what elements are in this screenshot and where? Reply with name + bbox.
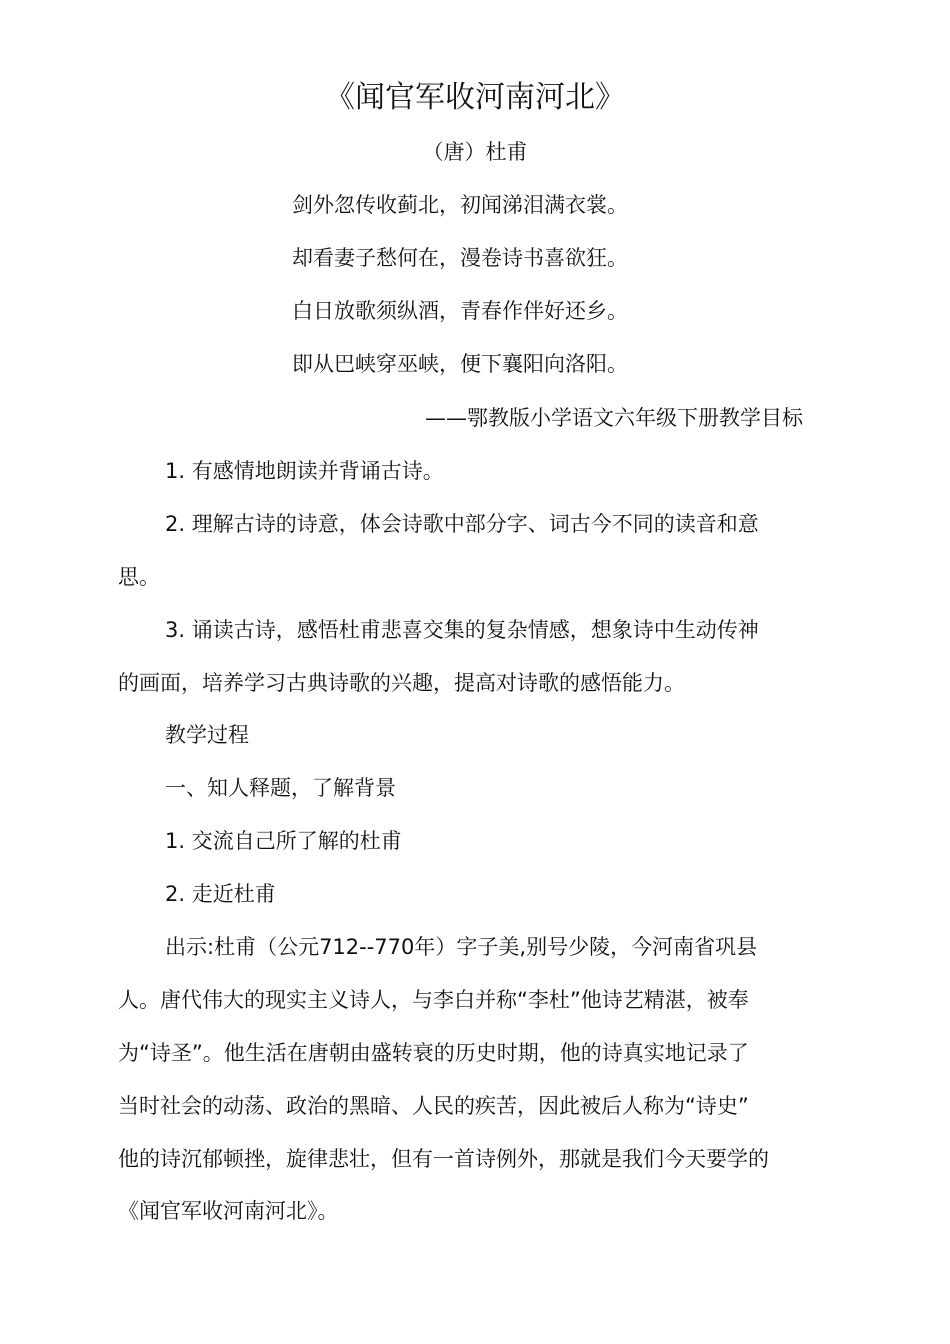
- goal-item-2-continued: 思。: [118, 565, 160, 589]
- poem-line: 即从巴峡穿巫峡，便下襄阳向洛阳。: [292, 352, 628, 376]
- document-title: 《闻官军收河南河北》: [325, 80, 625, 115]
- goal-item-2: 2. 理解古诗的诗意，体会诗歌中部分字、词古今不同的读音和意: [165, 512, 759, 536]
- section-heading: 一、知人释题，了解背景: [165, 776, 396, 800]
- step-item: 2. 走近杜甫: [165, 882, 276, 906]
- poem-author: （唐）杜甫: [422, 140, 528, 164]
- intro-paragraph-line: 为“诗圣”。他生活在唐朝由盛转衰的历史时期，他的诗真实地记录了: [118, 1041, 749, 1065]
- source-caption: ——鄂教版小学语文六年级下册教学目标: [425, 406, 803, 430]
- poem-line: 却看妻子愁何在，漫卷诗书喜欲狂。: [292, 246, 628, 270]
- intro-paragraph-line: 他的诗沉郁顿挫，旋律悲壮，但有一首诗例外，那就是我们今天要学的: [118, 1147, 769, 1171]
- goal-item-3-continued: 的画面，培养学习古典诗歌的兴趣，提高对诗歌的感悟能力。: [118, 671, 685, 695]
- intro-paragraph-line: 《闻官军收河南河北》。: [118, 1199, 339, 1223]
- intro-paragraph-line: 出示:杜甫（公元712--770年）字子美,别号少陵，今河南省巩县: [165, 935, 758, 959]
- poem-line: 剑外忽传收蓟北，初闻涕泪满衣裳。: [292, 193, 628, 217]
- poem-line: 白日放歌须纵酒，青春作伴好还乡。: [292, 299, 628, 323]
- intro-paragraph-line: 当时社会的动荡、政治的黑暗、人民的疾苦，因此被后人称为“诗史”: [118, 1094, 749, 1118]
- goal-item-1: 1. 有感情地朗读并背诵古诗。: [165, 459, 444, 483]
- process-heading: 教学过程: [165, 723, 249, 747]
- goal-item-3: 3. 诵读古诗，感悟杜甫悲喜交集的复杂情感，想象诗中生动传神: [165, 618, 759, 642]
- step-item: 1. 交流自己所了解的杜甫: [165, 829, 402, 853]
- intro-paragraph-line: 人。唐代伟大的现实主义诗人，与李白并称“李杜”他诗艺精湛，被奉: [118, 988, 749, 1012]
